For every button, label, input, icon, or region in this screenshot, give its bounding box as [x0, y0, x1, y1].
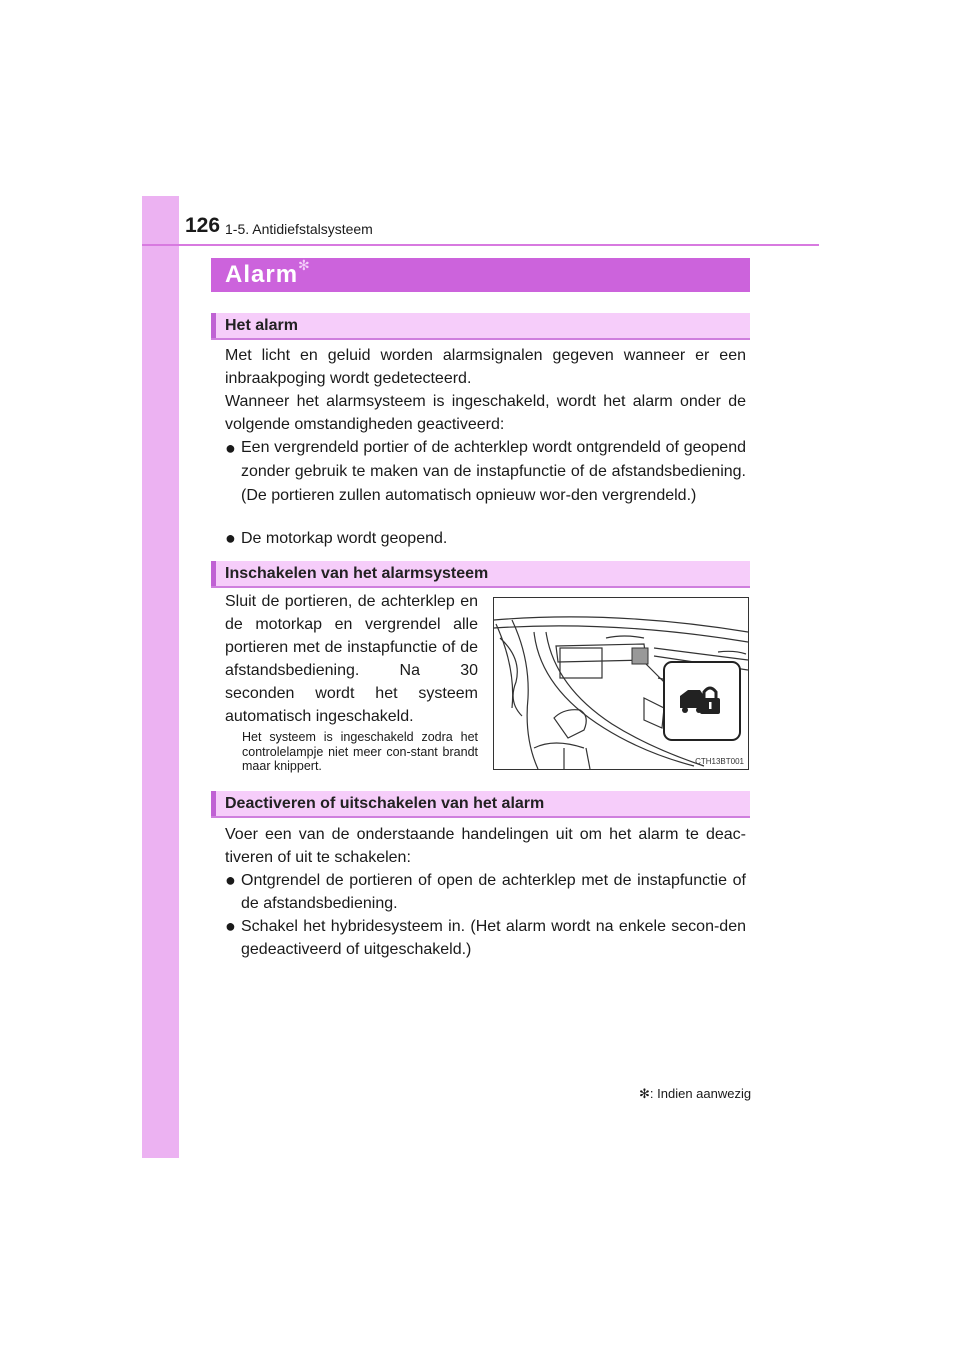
list-item: ● Schakel het hybridesysteem in. (Het alarm wordt na enkele secon-den gedeactiveerd of uitgeschakeld.) [225, 916, 746, 958]
asterisk-icon: ✻ [298, 257, 311, 273]
dashboard-illustration [493, 597, 749, 770]
bullet-icon: ● [225, 870, 236, 890]
page-title-bar [211, 258, 750, 292]
body-paragraph: Wanneer het alarmsysteem is ingeschakeld, wordt het alarm onder de volgende omstandigheden geactiveerd: [225, 393, 746, 433]
body-paragraph: Met licht en geluid worden alarmsignalen gegeven wanneer er een inbraakpoging wordt gedetecteerd. [225, 347, 746, 387]
bullet-icon: ● [225, 438, 236, 458]
security-indicator-icon [680, 688, 720, 714]
note-text: Het systeem is ingeschakeld zodra het controlelampje niet meer con-stant brandt maar knippert. [242, 730, 478, 773]
page-title: Alarm✻ [225, 257, 311, 288]
figure-code: CTH13BT001 [695, 757, 744, 766]
footnote: ✻: Indien aanwezig [639, 1086, 752, 1101]
asterisk-icon: ✻ [639, 1086, 650, 1101]
section-breadcrumb: 1-5. Antidiefstalsysteem [225, 221, 373, 237]
page-number: 126 [185, 214, 221, 237]
dashboard-drawing [494, 598, 748, 769]
list-item: ● Ontgrendel de portieren of open de achterklep met de instapfunctie of de afstandsbediening. [225, 870, 746, 912]
section-heading-deactiveren: Deactiveren of uitschakelen van het alarm [211, 791, 750, 818]
list-item: ● De motorkap wordt geopend. [225, 528, 448, 548]
side-tab-strip [142, 196, 179, 1158]
header-divider [142, 244, 819, 246]
body-paragraph: Sluit de portieren, de achterklep en de motorkap en vergrendel alle portieren met de instapfunctie of de afstandsbediening. Na 30 seconden wordt het systeem automatisch ingeschakeld. [225, 593, 478, 725]
section-heading-het-alarm: Het alarm [211, 313, 750, 340]
bullet-icon: ● [225, 916, 236, 936]
section-heading-inschakelen: Inschakelen van het alarmsysteem [211, 561, 750, 588]
body-paragraph: Voer een van de onderstaande handelingen uit om het alarm te deac-tiveren of uit te schakelen: [225, 826, 746, 866]
list-item: ● Een vergrendeld portier of de achterklep wordt ontgrendeld of geopend zonder gebruik te maken van de instapfunctie of de afstandsbediening. (De portieren zullen automatisch opnieuw wor-den vergrendeld.) [225, 438, 746, 504]
bullet-icon: ● [225, 528, 236, 548]
